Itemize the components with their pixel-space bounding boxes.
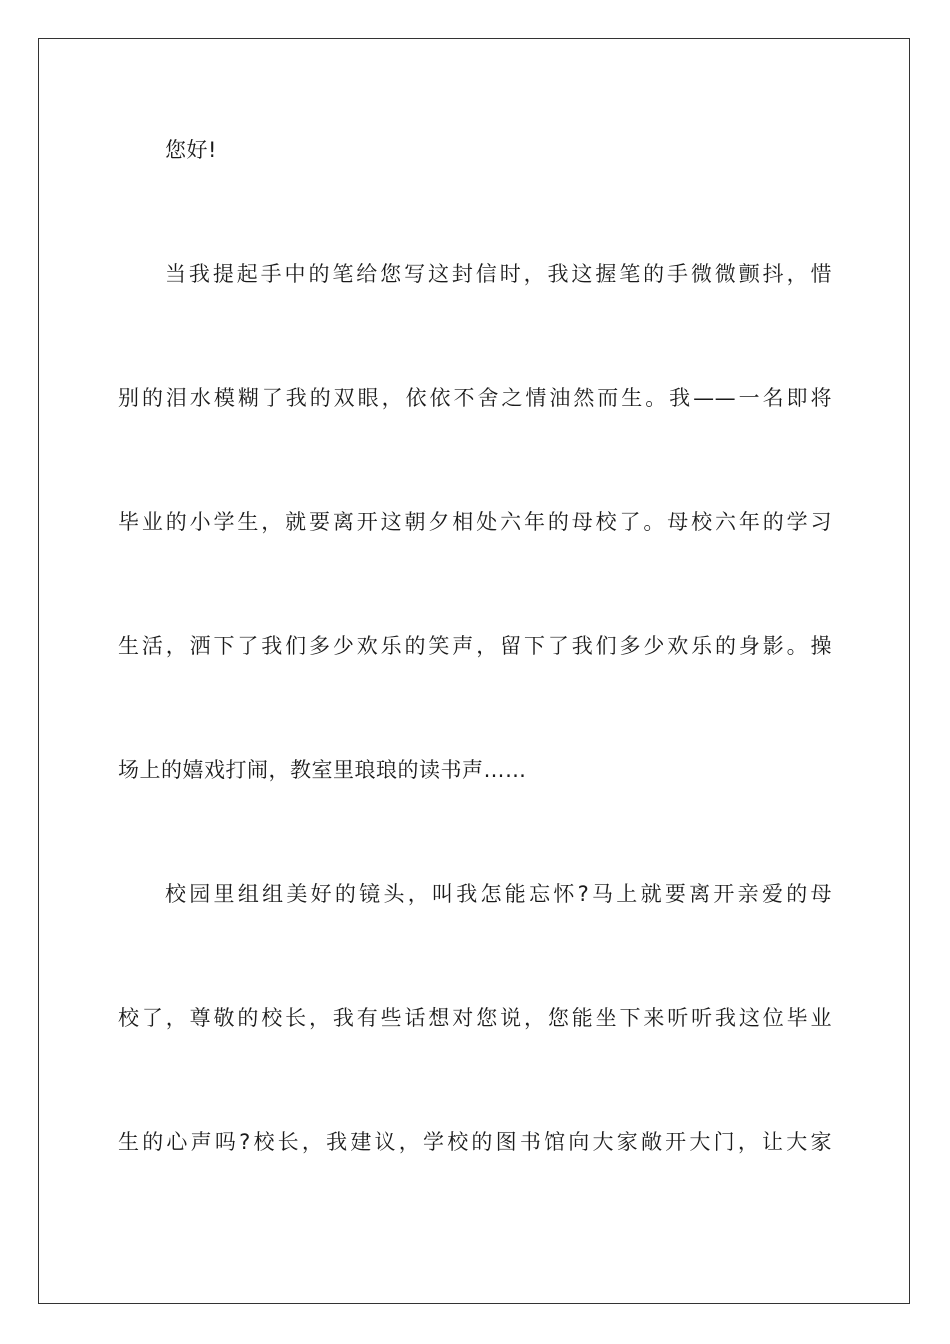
paragraph-2-line-1: 校园里组组美好的镜头，叫我怎能忘怀?马上就要离开亲爱的母: [165, 882, 832, 906]
paragraph-1-line-5: 场上的嬉戏打闹，教室里琅琅的读书声……: [118, 758, 527, 782]
letter-greeting: 您好!: [165, 138, 217, 162]
paragraph-2-line-2: 校了，尊敬的校长，我有些话想对您说，您能坐下来听听我这位毕业: [118, 1006, 832, 1030]
page-frame: [38, 38, 910, 1304]
paragraph-1-line-2: 别的泪水模糊了我的双眼，依依不舍之情油然而生。我——一名即将: [118, 386, 832, 410]
paragraph-1-line-1: 当我提起手中的笔给您写这封信时，我这握笔的手微微颤抖，惜: [165, 262, 832, 286]
paragraph-1-line-3: 毕业的小学生，就要离开这朝夕相处六年的母校了。母校六年的学习: [118, 510, 832, 534]
paragraph-1-line-4: 生活，洒下了我们多少欢乐的笑声，留下了我们多少欢乐的身影。操: [118, 634, 832, 658]
paragraph-2-line-3: 生的心声吗?校长，我建议，学校的图书馆向大家敞开大门，让大家: [118, 1130, 832, 1154]
